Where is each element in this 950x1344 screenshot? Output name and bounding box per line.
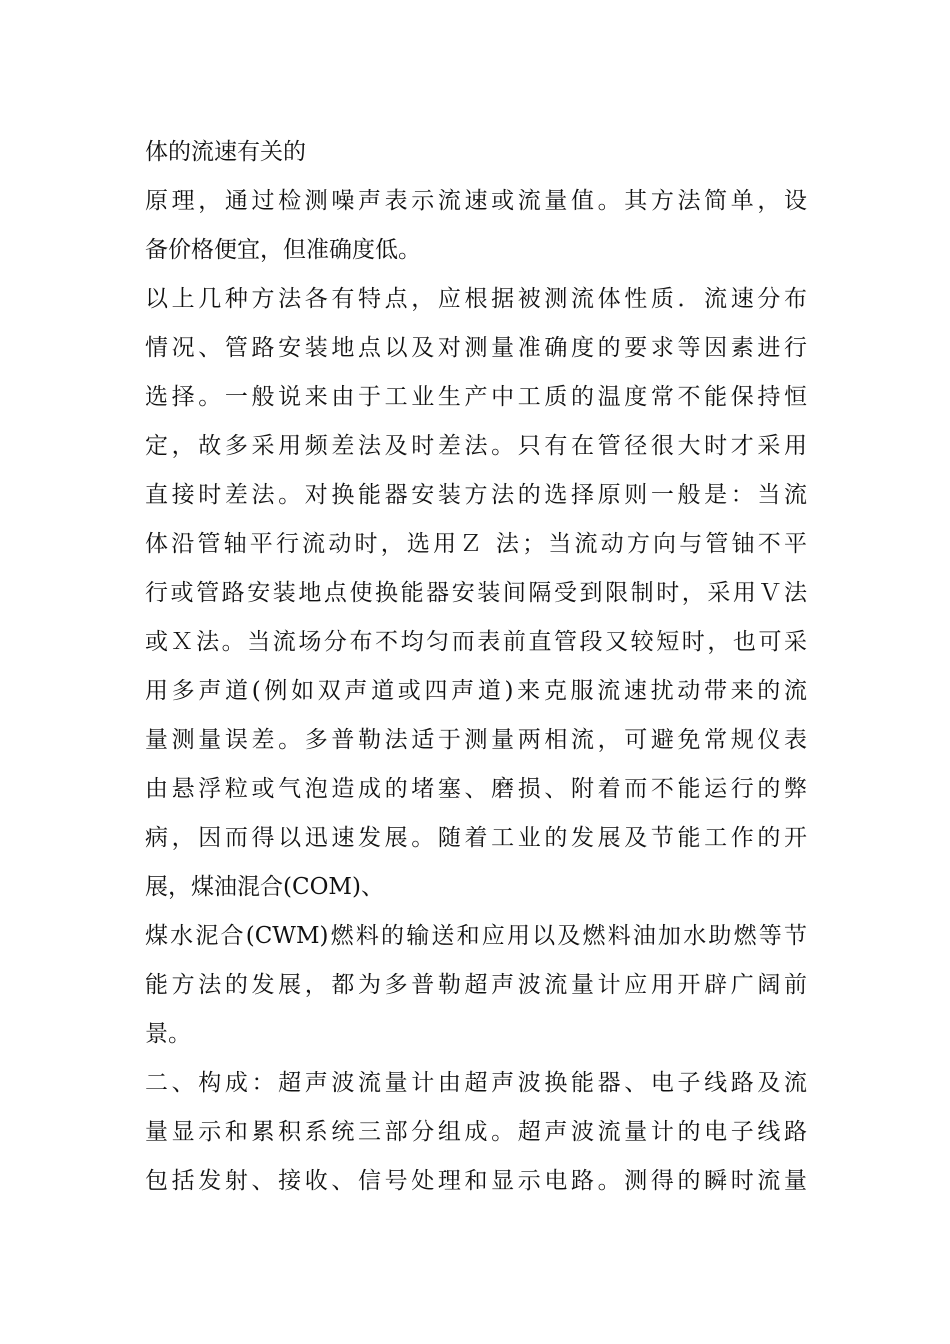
text-line-18: 能方法的发展，都为多普勒超声波流量计应用开辟广阔前 xyxy=(145,972,807,998)
text-line-7: 定，故多采用频差法及时差法。只有在管径很大时才采用 xyxy=(145,433,807,459)
text-line-5: 情况、管路安装地点以及对测量准确度的要求等因素进行 xyxy=(145,335,807,361)
text-line-17: 煤水泥合(CWM)燃料的输送和应用以及燃料油加水助燃等节 xyxy=(145,923,807,949)
text-line-12: 用多声道(例如双声道或四声道)来克服流速扰动带来的流 xyxy=(145,678,807,704)
text-line-8: 直接时差法。对换能器安装方法的选择原则一般是：当流 xyxy=(145,482,807,508)
text-line-22: 包括发射、接收、信号处理和显示电路。测得的瞬时流量 xyxy=(145,1168,807,1194)
text-line-2: 原理，通过检测噪声表示流速或流量值。其方法简单，设 xyxy=(145,188,807,214)
text-line-4: 以上几种方法各有特点，应根据被测流体性质．流速分布 xyxy=(145,286,807,312)
text-line-15: 病，因而得以迅速发展。随着工业的发展及节能工作的开 xyxy=(145,825,807,851)
text-line-10: 行或管路安装地点使换能器安装间隔受到限制时，采用Ｖ法 xyxy=(145,580,807,606)
text-line-20: 二、构成：超声波流量计由超声波换能器、电子线路及流 xyxy=(145,1070,807,1096)
text-line-21: 量显示和累积系统三部分组成。超声波流量计的电子线路 xyxy=(145,1119,807,1145)
text-line-3: 备价格便宜，但准确度低。 xyxy=(145,237,421,263)
text-line-14: 由悬浮粒或气泡造成的堵塞、磨损、附着而不能运行的弊 xyxy=(145,776,807,802)
text-line-1: 体的流速有关的 xyxy=(145,139,306,165)
text-line-16: 展，煤油混合(COM)、 xyxy=(145,874,384,900)
text-line-19: 景。 xyxy=(145,1021,191,1047)
text-line-13: 量测量误差。多普勒法适于测量两相流，可避免常规仪表 xyxy=(145,727,807,753)
text-line-11: 或Ｘ法。当流场分布不均匀而表前直管段又较短时，也可采 xyxy=(145,629,807,655)
text-line-9: 体沿管轴平行流动时，选用Ｚ 法；当流动方向与管铀不平 xyxy=(145,531,807,557)
text-line-6: 选择。一般说来由于工业生产中工质的温度常不能保持恒 xyxy=(145,384,807,410)
